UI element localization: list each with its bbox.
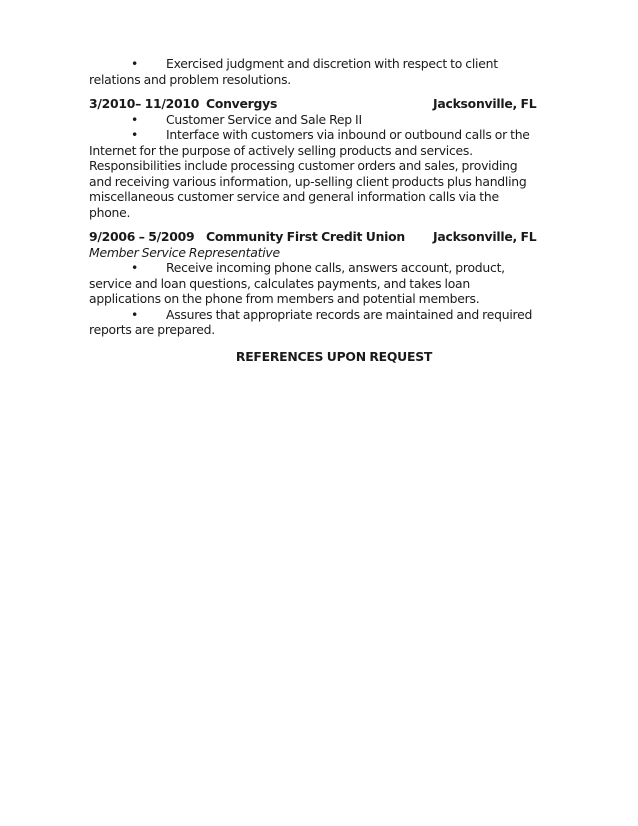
- bullet-item: [89, 112, 549, 128]
- bullet-marker: •: [131, 260, 139, 275]
- job-header-convergys: [89, 96, 549, 112]
- job-role: Member Service Representative: [89, 244, 280, 260]
- job-location: Jacksonville, FL: [433, 96, 537, 111]
- bullet-text: Customer Service and Sale Rep II: [166, 111, 362, 127]
- bullet-text: Assures that appropriate records are maintained and required: [166, 306, 533, 322]
- bullet-text: Receive incoming phone calls, answers account, product,: [166, 260, 505, 275]
- bullet-continuation: relations and problem resolutions.: [89, 71, 291, 87]
- bullet-item: [89, 127, 549, 143]
- bullet-item: [89, 307, 549, 323]
- bullet-marker: •: [131, 56, 139, 71]
- resume-page: [89, 56, 549, 364]
- job-company: Community First Credit Union: [206, 229, 405, 244]
- paragraph-line: miscellaneous customer service and general information calls via the: [89, 189, 499, 204]
- paragraph-line: phone.: [89, 204, 131, 220]
- paragraph-line: reports are prepared.: [89, 322, 215, 337]
- paragraph-line: service and loan questions, calculates payments, and takes loan: [89, 275, 470, 291]
- paragraph-line: Internet for the purpose of actively selling products and services.: [89, 142, 473, 158]
- bullet-marker: •: [131, 127, 139, 142]
- job-dates: 9/2006 – 5/2009: [89, 229, 195, 244]
- bullet-item: [89, 260, 549, 276]
- references-heading: REFERENCES UPON REQUEST: [235, 348, 433, 364]
- job-company: Convergys: [206, 96, 278, 111]
- bullet-item: [89, 56, 549, 72]
- bullet-text: Exercised judgment and discretion with respect to client: [166, 56, 498, 71]
- job-header-community-first: [89, 229, 549, 245]
- paragraph-line: and receiving various information, up-selling client products plus handling: [89, 173, 527, 189]
- bullet-text: Interface with customers via inbound or outbound calls or the: [166, 127, 530, 142]
- bullet-marker: •: [131, 306, 139, 322]
- bullet-marker: •: [131, 111, 139, 127]
- job-dates: 3/2010– 11/2010: [89, 96, 200, 111]
- job-location: Jacksonville, FL: [433, 229, 537, 244]
- paragraph-line: applications on the phone from members and potential members.: [89, 291, 480, 306]
- paragraph-line: Responsibilities include processing customer orders and sales, providing: [89, 158, 518, 173]
